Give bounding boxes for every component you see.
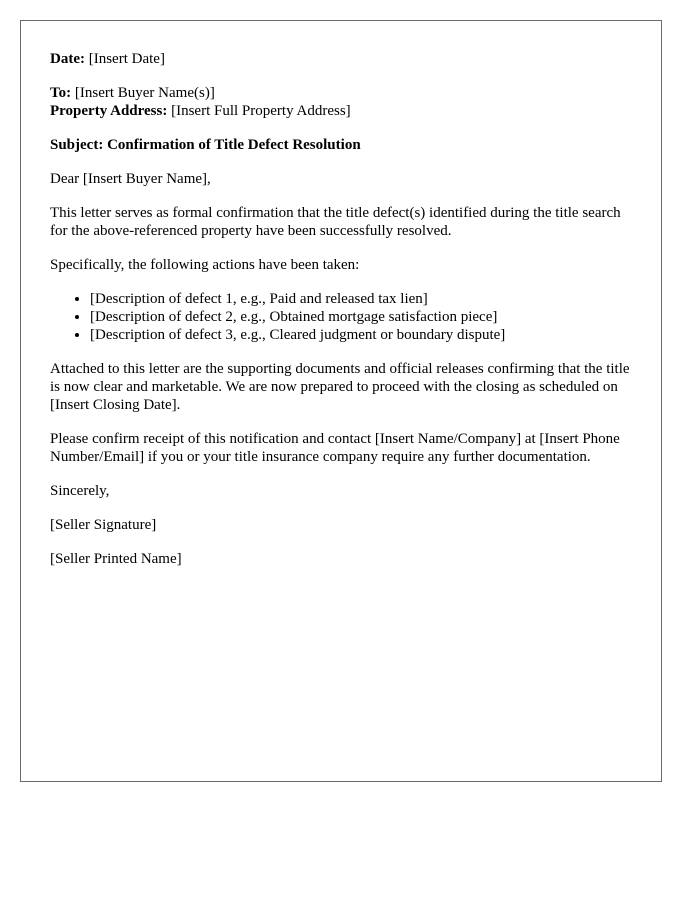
printed-name-placeholder: [Seller Printed Name] (50, 551, 182, 567)
salutation: Dear [Insert Buyer Name], (50, 171, 211, 187)
paragraph-contact: Please confirm receipt of this notification and contact [Insert Name/Company] at [Insert Phone Number/Email] if you or your title insurance company require any further documentation. (50, 431, 620, 465)
to-value: [Insert Buyer Name(s)] (74, 85, 215, 101)
date-value: [Insert Date] (88, 51, 165, 67)
action-item: • [Description of defect 3, e.g., Cleared judgment or boundary dispute] (90, 326, 633, 344)
paragraph-actions-intro: Specifically, the following actions have been taken: (50, 257, 360, 273)
valediction: Sincerely, (50, 483, 110, 499)
action-item: • [Description of defect 2, e.g., Obtained mortgage satisfaction piece] (90, 308, 633, 326)
property-address-value: [Insert Full Property Address] (171, 103, 351, 119)
recipient-block (50, 84, 633, 120)
action-item: • [Description of defect 1, e.g., Paid and released tax lien] (90, 290, 633, 308)
actions-list (50, 290, 633, 344)
paragraph-confirmation: This letter serves as formal confirmation that the title defect(s) identified during the title search for the above-referenced property have been successfully resolved. (50, 205, 621, 239)
to-label: To: (50, 85, 72, 101)
signature-placeholder: [Seller Signature] (50, 517, 157, 533)
subject-text: Subject: Confirmation of Title Defect Resolution (50, 137, 361, 153)
property-address-label: Property Address: (50, 103, 168, 119)
date-label: Date: (50, 51, 85, 67)
letter-document (20, 20, 662, 782)
paragraph-attachments: Attached to this letter are the supporting documents and official releases confirming that the title is now clear and marketable. We are now prepared to proceed with the closing as scheduled on [Insert Closing Date]. (50, 361, 630, 413)
subject-line (50, 136, 633, 154)
date-line (50, 50, 633, 68)
